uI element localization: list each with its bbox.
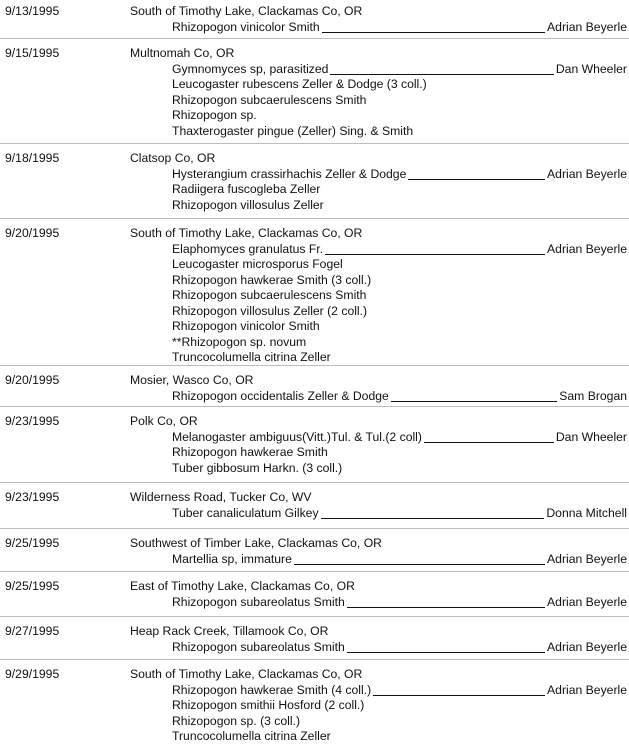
species-name: Martellia sp, immature [172, 551, 292, 566]
species-name: Elaphomyces granulatus Fr. [172, 241, 324, 256]
species-name: Rhizopogon sp. (3 coll.) [172, 713, 301, 728]
species-row [172, 20, 627, 35]
leader-line [294, 564, 545, 565]
collector-name: Donna Mitchell [546, 505, 627, 520]
leader-line [347, 652, 545, 653]
leader-line [424, 442, 554, 443]
species-row [172, 257, 627, 272]
species-row [172, 729, 627, 744]
entry-date: 9/15/1995 [5, 46, 60, 60]
species-name: Hysterangium crassirhachis Zeller & Dodge [172, 166, 407, 181]
leader-line [408, 179, 545, 180]
entry-location: South of Timothy Lake, Clackamas Co, OR [130, 4, 363, 18]
entry-divider [0, 659, 629, 660]
collector-name: Adrian Beyerle [547, 639, 627, 654]
species-name: Rhizopogon villosulus Zeller [172, 197, 324, 212]
species-row [172, 77, 627, 92]
entry-divider [0, 365, 629, 366]
entry-location: Mosier, Wasco Co, OR [130, 373, 254, 387]
species-row [172, 93, 627, 108]
entry-divider [0, 528, 629, 529]
species-name: Rhizopogon vinicolor Smith [172, 319, 320, 333]
species-row [172, 595, 627, 610]
species-row [172, 124, 627, 139]
leader-line [373, 695, 545, 696]
species-name: Rhizopogon smithii Hosford (2 coll.) [172, 698, 365, 712]
species-name: Rhizopogon hawkerae Smith (3 coll.) [172, 272, 372, 287]
species-row [172, 389, 627, 404]
species-row [172, 683, 627, 698]
species-name: Thaxterogaster pingue (Zeller) Sing. & Smith [172, 123, 414, 138]
entry-date: 9/23/1995 [5, 414, 60, 428]
species-row [172, 273, 627, 288]
species-row [172, 335, 627, 350]
leader-line [321, 518, 545, 519]
species-row [172, 714, 627, 729]
entry-location: Polk Co, OR [130, 414, 198, 428]
species-name: Rhizopogon sp. [172, 108, 257, 122]
entry-date: 9/20/1995 [5, 373, 60, 387]
entry-divider [0, 38, 629, 39]
entry-location: Wilderness Road, Tucker Co, WV [130, 490, 312, 504]
species-name: **Rhizopogon sp. novum [172, 334, 307, 349]
species-name: Rhizopogon hawkerae Smith [172, 445, 328, 459]
entry-date: 9/20/1995 [5, 226, 60, 240]
species-row [172, 552, 627, 567]
entry-divider [0, 218, 629, 219]
species-row [172, 640, 627, 655]
species-name: Rhizopogon hawkerae Smith (4 coll.) [172, 682, 372, 697]
species-name: Radiigera fuscogleba Zeller [172, 182, 321, 196]
collector-name: Dan Wheeler [555, 429, 627, 444]
entry-divider [0, 143, 629, 144]
species-name: Rhizopogon occidentalis Zeller & Dodge [172, 388, 389, 403]
species-row [172, 461, 627, 476]
species-name: Melanogaster ambiguus(Vitt.)Tul. & Tul.(2 coll) [172, 429, 422, 444]
collector-name: Adrian Beyerle [547, 551, 627, 566]
entry-date: 9/13/1995 [5, 4, 60, 18]
species-row [172, 242, 627, 257]
species-row [172, 198, 627, 213]
species-name: Tuber gibbosum Harkn. (3 coll.) [172, 460, 343, 475]
species-row [172, 182, 627, 197]
species-name: Rhizopogon vinicolor Smith [172, 19, 320, 34]
species-row [172, 319, 627, 334]
entry-location: Southwest of Timber Lake, Clackamas Co, OR [130, 536, 382, 550]
species-row [172, 445, 627, 460]
species-name: Rhizopogon subcaerulescens Smith [172, 288, 367, 302]
species-name: Rhizopogon subcaerulescens Smith [172, 92, 367, 107]
entry-location: South of Timothy Lake, Clackamas Co, OR [130, 226, 363, 240]
entry-location: Heap Rack Creek, Tillamook Co, OR [130, 624, 329, 638]
entry-divider [0, 482, 629, 483]
entry-divider [0, 571, 629, 572]
entry-divider [0, 406, 629, 407]
species-row [172, 62, 627, 77]
species-name: Tuber canaliculatum Gilkey [172, 505, 319, 520]
collector-name: Adrian Beyerle [547, 241, 627, 256]
collector-name: Adrian Beyerle [547, 594, 627, 609]
species-row [172, 288, 627, 303]
species-row [172, 167, 627, 182]
species-name: Leucogaster microsporus Fogel [172, 257, 343, 271]
entry-location: Multnomah Co, OR [130, 46, 235, 60]
leader-line [322, 32, 545, 33]
species-row [172, 698, 627, 713]
entry-date: 9/23/1995 [5, 490, 60, 504]
species-name: Leucogaster rubescens Zeller & Dodge (3 coll.) [172, 77, 427, 91]
collector-name: Adrian Beyerle [547, 166, 627, 181]
entry-date: 9/29/1995 [5, 667, 60, 681]
species-name: Rhizopogon subareolatus Smith [172, 594, 345, 609]
entry-divider [0, 616, 629, 617]
collector-name: Adrian Beyerle [547, 682, 627, 697]
species-name: Truncocolumella citrina Zeller [172, 350, 331, 364]
collector-name: Dan Wheeler [555, 61, 627, 76]
species-name: Rhizopogon subareolatus Smith [172, 639, 345, 654]
entry-location: Clatsop Co, OR [130, 151, 216, 165]
entry-location: East of Timothy Lake, Clackamas Co, OR [130, 579, 355, 593]
collector-name: Adrian Beyerle [547, 19, 627, 34]
entry-date: 9/25/1995 [5, 579, 60, 593]
leader-line [347, 607, 545, 608]
species-row [172, 350, 627, 365]
species-row [172, 430, 627, 445]
species-row [172, 108, 627, 123]
species-name: Rhizopogon villosulus Zeller (2 coll.) [172, 303, 368, 318]
species-name: Gymnomyces sp, parasitized [172, 61, 329, 76]
entry-date: 9/18/1995 [5, 151, 60, 165]
leader-line [325, 254, 545, 255]
entry-date: 9/27/1995 [5, 624, 60, 638]
species-row [172, 304, 627, 319]
entry-location: South of Timothy Lake, Clackamas Co, OR [130, 667, 363, 681]
collector-name: Sam Brogan [559, 388, 627, 403]
species-name: Truncocolumella citrina Zeller [172, 729, 331, 743]
entry-date: 9/25/1995 [5, 536, 60, 550]
leader-line [330, 74, 553, 75]
species-row [172, 506, 627, 521]
leader-line [391, 401, 557, 402]
